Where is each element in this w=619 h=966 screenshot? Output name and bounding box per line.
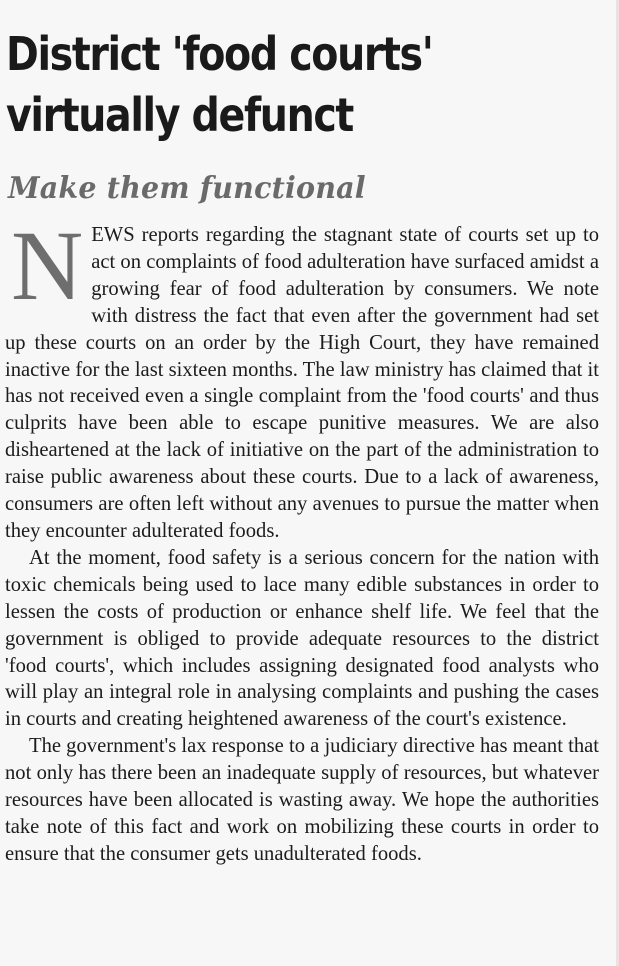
paragraph-1 xyxy=(5,210,599,545)
paragraph-1-text: EWS reports regarding the stagnant state of courts set up to act on complaints of food adulteration have surfaced amidst a growing fear of food adulteration by consumers. We note with distress the fact that even after the government had set up these courts on an order by the High Court, they have remained inactive for the last sixteen months. The law ministry has claimed that it has not received even a single complaint from the 'food courts' and thus culprits have been able to escape punitive measures. We are also disheartened at the lack of initiative on the part of the administration to raise public awareness about these courts. Due to a lack of awareness, consumers are often left without any avenues to pursue the matter when they encounter adulterated foods. xyxy=(5,224,599,542)
headline-line-1: District 'food courts' xyxy=(6,27,433,81)
paragraph-3: The government's lax response to a judiciary directive has meant that not only has there been an inadequate supply of resources, but whatever resources have been allocated is wasting away. We hope the authorities take note of this fact and work on mobilizing these courts in order to ensure that the consumer gets unadulterated foods. xyxy=(5,735,599,865)
paragraph-2: At the moment, food safety is a serious concern for the nation with toxic chemicals being used to lace many edible substances in order to lessen the costs of production or enhance shelf life. We feel that the government is obliged to provide adequate resources to the district 'food courts', which includes assigning designated food analysts who will play an integral role in analysing complaints and pushing the cases in courts and creating heightened awareness of the court's existence. xyxy=(5,546,599,731)
headline-line-2: virtually defunct xyxy=(6,88,353,142)
subheading: Make them functional xyxy=(8,171,366,206)
drop-cap: N xyxy=(11,210,84,321)
headline xyxy=(6,24,612,146)
article-body xyxy=(5,210,599,868)
